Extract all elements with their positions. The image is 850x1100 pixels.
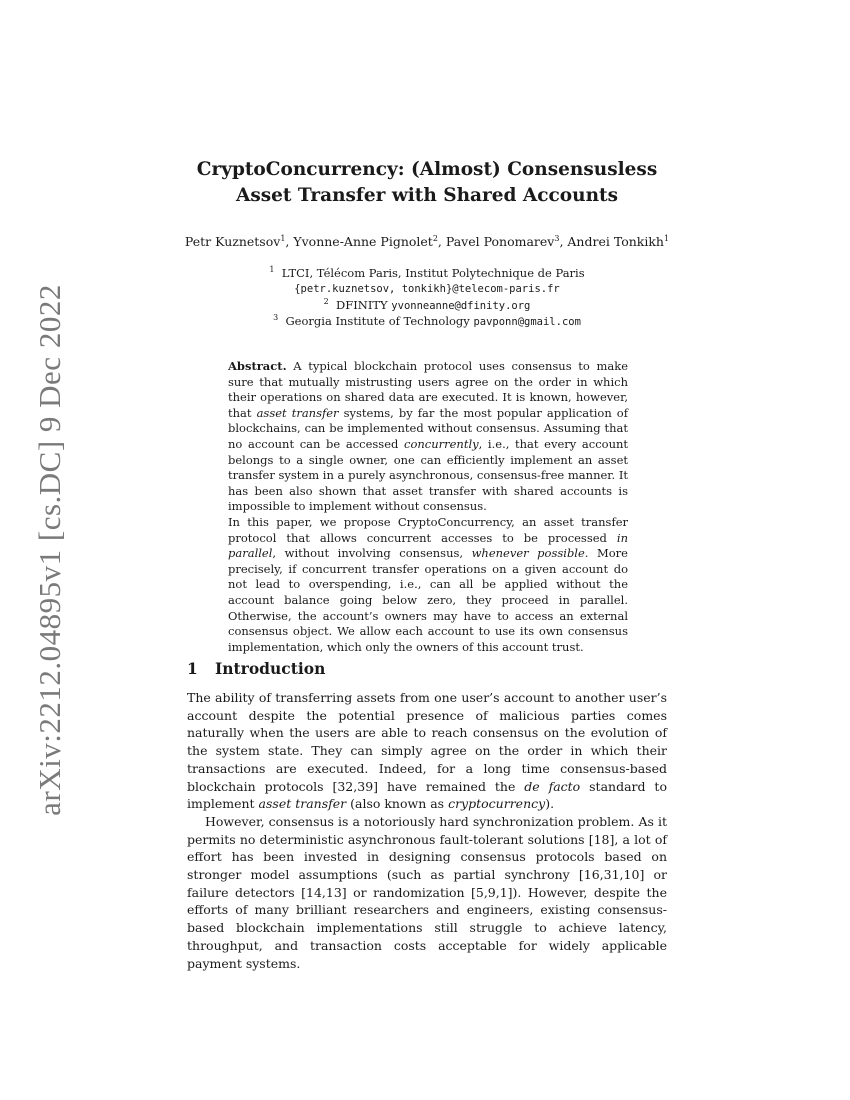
section-title: Introduction (215, 659, 326, 678)
text-span: systems, by far the most popular application of blockchains, can be implemented without consensus. Assuming that no account can be accessed (228, 405, 628, 451)
text-span: In this paper, we propose CryptoConcurrency, an asset transfer protocol that allows concurrent accesses to be processed (228, 514, 628, 545)
author-list (150, 234, 704, 249)
text-span: (also known as (346, 796, 449, 812)
text-span: A typical blockchain protocol uses consensus to make sure that mutually mistrusting users agree on the order in which their operations on shared data are executed. It is known, however, that (228, 359, 628, 420)
body-paragraph-2: However, consensus is a notoriously hard synchronization problem. As it permits no deterministic asynchronous fault-tolerant solutions [18], a lot of effort has been invested in designing consensus protocols based on stronger model assumptions (such as partial synchrony [16,31,10] or failure detectors [14,13] or randomization [5,9,1]). However, despite the efforts of many brilliant researchers and engineers, existing consensus-based blockchain implementations still struggle to achieve latency, throughput, and transaction costs acceptable for widely applicable payment systems. (187, 813, 667, 971)
text-span: , i.e., that every account belongs to a single owner, one can efficiently implement an asset transfer system in a purely asynchronous, consensus-free manner. It has been also shown that asset transfer with shared accounts is impossible to implement without consensus. (228, 436, 629, 514)
affiliation-text: LTCI, Télécom Paris, Institut Polytechnique de Paris (281, 265, 585, 280)
affiliation-1 (150, 265, 704, 280)
affiliation-text: DFINITY (336, 297, 388, 312)
emphasis: de facto (524, 778, 581, 794)
text-span: . More precisely, if concurrent transfer operations on a given account do not lead to overspending, i.e., can all be applied without the account balance going below zero, they proceed in parallel. Otherwise, the account’s owners may have to access an external consensus object. We allow each account to use its own consensus implementation, which only the owners of this account trust. (228, 546, 628, 654)
abstract-label: Abstract. (228, 359, 287, 373)
emphasis: concurrently (404, 436, 479, 451)
abstract-paragraph-2 (228, 515, 628, 655)
emphasis: cryptocurrency (448, 796, 546, 812)
email-address: yvonneanne@dfinity.org (391, 299, 531, 312)
abstract (228, 359, 628, 655)
text-span: , without involving consensus, (272, 546, 472, 561)
email-address: {petr.kuznetsov, tonkikh}@telecom-paris.fr (294, 283, 560, 295)
email-address: pavponn@gmail.com (473, 315, 581, 328)
author-separator: , (559, 234, 568, 250)
abstract-paragraph-1 (228, 359, 628, 515)
affiliation-2 (150, 297, 704, 312)
emphasis: in parallel (228, 530, 628, 561)
text-span: standard to implement (187, 778, 667, 812)
affiliation-mark: 1 (269, 265, 275, 274)
section-number: 1 (187, 659, 198, 678)
author-affiliation-mark: 1 (280, 234, 286, 243)
title-line-2: Asset Transfer with Shared Accounts (235, 185, 619, 206)
body-paragraph-1 (187, 689, 667, 813)
text-span: ). (545, 796, 555, 812)
emphasis: asset transfer (256, 405, 339, 420)
author-separator: , (285, 234, 294, 250)
arxiv-identifier: arXiv:2212.04895v1 [cs.DC] 9 Dec 2022 (32, 284, 67, 816)
author-name: Andrei Tonkikh (567, 234, 664, 250)
section-heading (187, 659, 325, 678)
affiliation-mark: 3 (273, 313, 279, 322)
emphasis: asset transfer (258, 796, 347, 812)
author-name: Pavel Ponomarev (445, 234, 555, 250)
affiliation-1-email (150, 281, 704, 295)
affiliation-3 (150, 313, 704, 328)
author-affiliation-mark: 1 (663, 234, 670, 243)
affiliation-mark: 2 (323, 297, 329, 306)
author-name: Yvonne-Anne Pignolet (293, 234, 433, 250)
author-separator: , (437, 234, 446, 250)
author-name: Petr Kuznetsov (184, 234, 281, 250)
author-affiliation-mark: 3 (554, 234, 560, 243)
introduction-body (187, 689, 667, 972)
paper-title (150, 157, 704, 209)
text-span: The ability of transferring assets from one user’s account to another user’s account despite the potential presence of malicious parties comes naturally when the users are able to reach consensus on the evolution of the system state. They can simply agree on the order in which their transactions are executed. Indeed, for a long time consensus-based blockchain protocols [32,39] have remained the (187, 690, 667, 794)
author-affiliation-mark: 2 (432, 234, 438, 243)
title-line-1: CryptoConcurrency: (Almost) Consensusless (196, 159, 658, 180)
affiliation-text: Georgia Institute of Technology (285, 313, 470, 328)
emphasis: whenever possible (471, 546, 585, 561)
